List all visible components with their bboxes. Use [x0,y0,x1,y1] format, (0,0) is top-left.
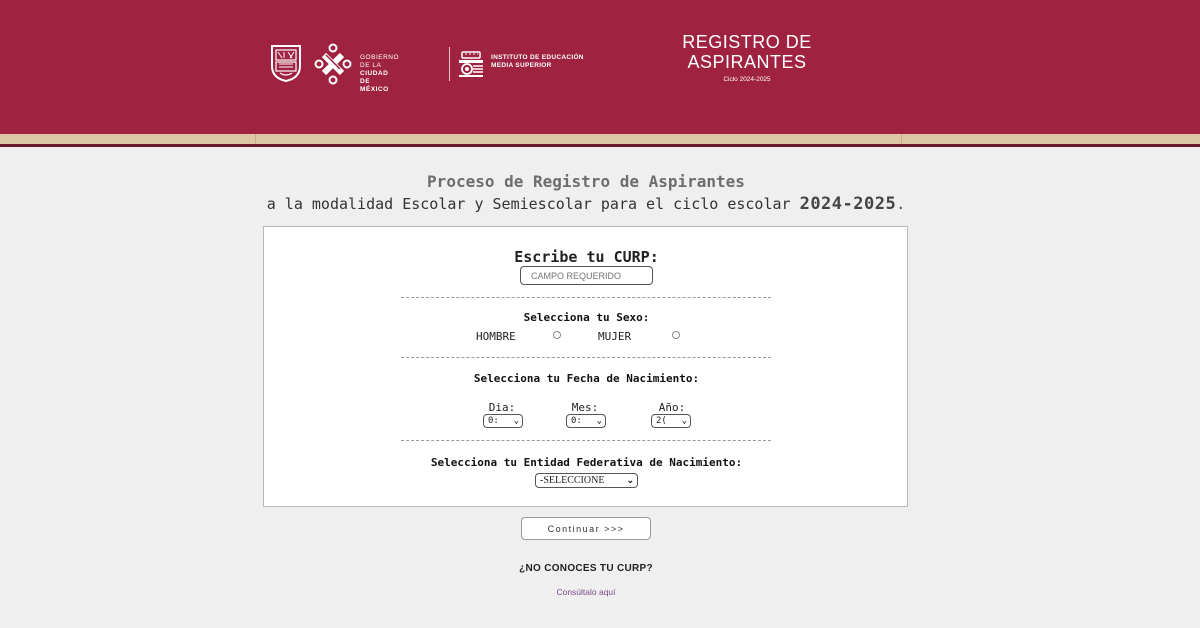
form-divider [401,357,771,358]
cycle-label: Ciclo 2024-2025 [723,76,771,83]
registro-title [660,32,834,86]
subtitle-text: a la modalidad Escolar y Semiescolar para el ciclo escolar [266,195,791,213]
registration-form [263,226,908,507]
consult-curp-link[interactable]: Consúltalo aquí [556,587,616,597]
anio-select-value: 2( [656,416,667,426]
no-curp-heading: ¿NO CONOCES TU CURP? [519,563,653,574]
gobierno-line-1: GOBIERNO DE LA [360,54,400,69]
curp-input[interactable] [520,266,653,285]
header-tan-stripe [0,134,1200,144]
mes-label: Mes: [571,401,599,414]
site-header [0,0,1200,134]
page-title: Proceso de Registro de Aspirantes [427,172,745,191]
anio-select[interactable] [651,414,691,428]
iems-text [491,54,584,70]
form-divider [401,440,771,441]
mes-select[interactable] [566,414,606,428]
chevron-down-icon: ⌄ [513,416,519,426]
stripe-tick [901,134,902,144]
chevron-down-icon: ⌄ [596,416,602,426]
registro-title-line-1: REGISTRO DE [682,32,812,52]
fecha-label: Selecciona tu Fecha de Nacimiento: [473,372,700,385]
chevron-down-icon: ⌄ [681,416,687,426]
chevron-down-icon: ⌄ [626,475,634,485]
entidad-label: Selecciona tu Entidad Federativa de Nacimiento: [430,456,743,469]
entidad-select[interactable] [535,473,638,488]
dia-select-value: 0: [488,416,499,426]
subtitle-end: . [896,195,906,213]
gobierno-cdmx-text [360,54,399,94]
sexo-option-mujer-label: MUJER [598,330,632,343]
mes-select-value: 0: [571,416,582,426]
logo-divider [449,47,450,81]
continue-button[interactable]: Continuar >>> [521,517,651,540]
header-dark-stripe [0,144,1200,147]
form-divider [401,297,771,298]
cdmx-shield-icon [270,44,302,82]
subtitle-year: 2024-2025 [799,194,897,214]
dia-select[interactable] [483,414,523,428]
stripe-tick [255,134,256,144]
cdmx-logo-icon [313,42,353,86]
sexo-hombre-radio[interactable] [553,331,561,339]
instituto-line-1: INSTITUTO DE EDUCACIÓN [491,54,584,61]
instituto-line-2: MEDIA SUPERIOR [491,62,552,69]
curp-label: Escribe tu CURP: [514,248,659,266]
dia-label: Dia: [488,401,516,414]
anio-label: Año: [658,401,686,414]
page-subtitle [0,194,1172,214]
iems-logo-icon [458,51,484,77]
entidad-select-value: -SELECCIONE [540,475,605,486]
sexo-label: Selecciona tu Sexo: [523,311,650,324]
sexo-mujer-radio[interactable] [672,331,680,339]
registro-title-line-2: ASPIRANTES [687,52,807,72]
gobierno-line-2: CIUDAD DE MÉXICO [360,70,389,93]
sexo-option-hombre-label: HOMBRE [476,330,516,343]
